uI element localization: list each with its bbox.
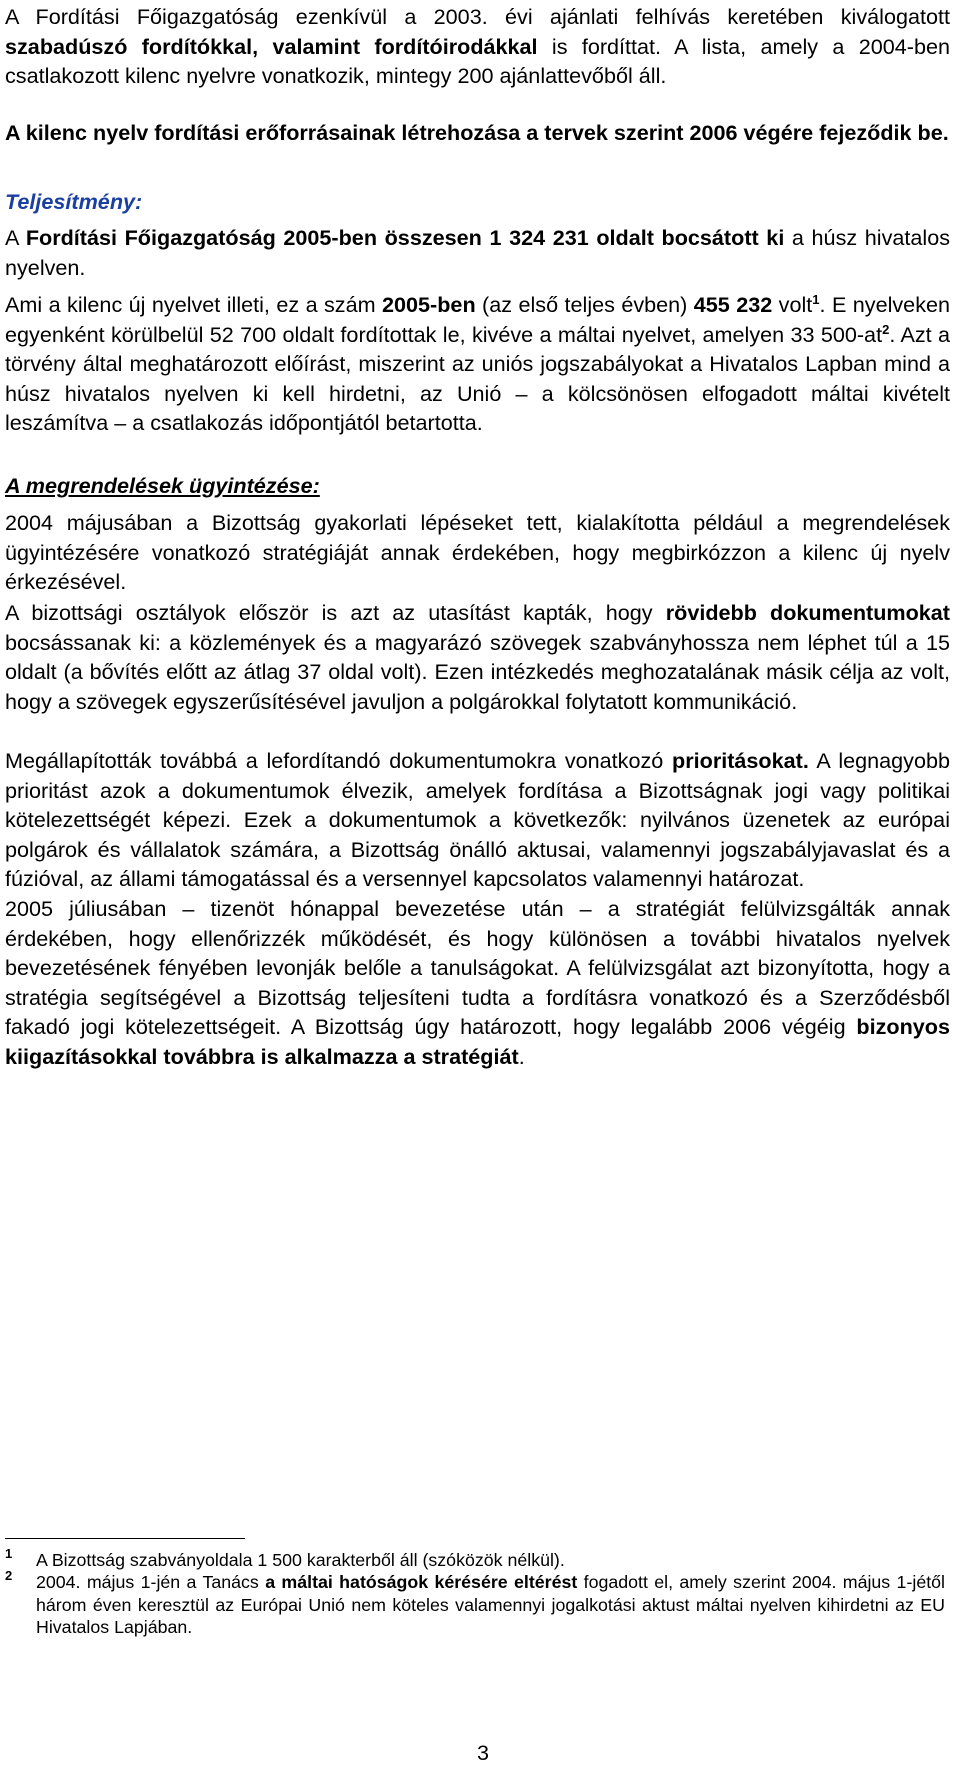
bold-text: szabadúszó fordítókkal, valamint fordítóirodákkal: [5, 33, 538, 59]
text-run: 2004. május 1-jén a Tanács: [36, 1572, 266, 1592]
text-run: A bizottsági osztályok először is azt az utasítást kapták, hogy: [5, 600, 666, 625]
bold-text: bizonyos kiigazításokkal továbbra is alkalmazza a stratégiát: [5, 1014, 950, 1069]
text-run: a húsz hivatalos nyelven.: [5, 225, 950, 280]
footnote-number: 1: [5, 1546, 13, 1561]
paragraph-output: [5, 223, 950, 282]
text-run: . Azt a törvény által meghatározott előírást, miszerint az uniós jogszabályokat a Hivatalos Lapban mind a húsz hivatalos nyelven ki kell hirdetni, az Unió – a kölcsönösen elfogadott máltai kivételt leszámítva – a csatlakozás időpontjától betartotta.: [5, 321, 951, 436]
heading-megrendelesek: A megrendelések ügyintézése:: [5, 473, 320, 498]
paragraph-freelance: [5, 2, 950, 91]
text-run: Megállapították továbbá a lefordítandó dokumentumokra vonatkozó: [5, 748, 673, 773]
text-run: .: [518, 1043, 525, 1069]
footnote-ref-1[interactable]: 1: [812, 291, 820, 307]
text-run: (az első teljes évben): [475, 292, 694, 317]
heading-teljesitmeny: Teljesítmény:: [5, 189, 143, 214]
bold-text: prioritásokat.: [672, 748, 809, 773]
paragraph-strategy: 2004 májusában a Bizottság gyakorlati lépéseket tett, kialakította például a megrendelések ügyintézésére vonatkozó stratégiáját annak érdekében, hogy megbirkózzon a kilenc új nyelv érkezésével.: [5, 510, 950, 595]
footnote-number: 2: [5, 1568, 13, 1583]
text-run: 2005 júliusában – tizenöt hónappal bevezetése után – a stratégiát felülvizsgálták annak érdekében, hogy ellenőrizzék működését, és hogy különösen a további hivatalos nyelvek bevezetésének fényében levonják belőle a tanulságokat. A felülvizsgálat azt bizonyította, hogy a stratégia segítségével a Bizottság teljesíteni tudta a fordításra vonatkozó és a Szerződésből fakadó jogi kötelezettségeit. A Bizottság úgy határozott, hogy legalább 2006 végéig: [5, 896, 950, 1040]
footnote-text: [36, 1571, 945, 1639]
paragraph-review: [5, 894, 950, 1072]
text-run: is fordíttat. A lista, amely a 2004-ben csatlakozott kilenc nyelvre vonatkozik, mintegy 200 ajánlattevőből áll.: [5, 33, 950, 89]
page-number-text: 3: [476, 1740, 489, 1765]
footnote-1: [5, 1546, 945, 1572]
text-run: . E nyelveken egyenként körülbelül 52 700 oldalt fordítottak le, kivéve a máltai nyelvet, amelyen 33 500-at: [5, 292, 951, 347]
paragraph-priorities: [5, 746, 950, 894]
text-run: volt: [772, 292, 813, 317]
bold-text: 2005-ben: [382, 292, 476, 317]
text-run: A: [5, 225, 26, 250]
page-number: [0, 1740, 960, 1766]
paragraph-resources: [5, 118, 949, 148]
text-run: bocsássanak ki: a közlemények és a magyarázó szövegek szabványhossza nem léphet túl a 15 oldalt (a bővítés előtt az átlag 37 oldal volt). Ezen intézkedés meghozatalának másik célja az volt, hogy a szövegek egyszerűsítésével javuljon a polgárokkal folytatott kommunikáció.: [5, 629, 950, 714]
footnote-divider: [5, 1538, 245, 1539]
text-run: A Bizottság szabványoldala 1 500 karakterből áll (szóközök nélkül).: [36, 1550, 565, 1570]
text-run: Ami a kilenc új nyelvet illeti, ez a szám: [5, 292, 383, 317]
footnote-text: [36, 1549, 945, 1572]
footnote-ref-2[interactable]: 2: [882, 321, 890, 337]
text-run: A Fordítási Főigazgatóság ezenkívül a 2003. évi ajánlati felhívás keretében kiválogatott: [5, 4, 950, 29]
text-run: A legnagyobb prioritást azok a dokumentumok élvezik, amelyek fordítása a Bizottságnak jogi vagy politikai kötelezettségét képezi. Ezek a dokumentumok a következők: nyilvános üzenetek az európai polgárok és vállalatok számára, a Bizottság önálló aktusai, valamennyi jogszabályjavaslat és a fúzióval, az állami támogatással és a versennyel kapcsolatos valamennyi határozat.: [5, 748, 950, 892]
footnote-2: [5, 1568, 945, 1639]
bold-text: Fordítási Főigazgatóság 2005-ben összesen 1 324 231 oldalt bocsátott ki: [25, 225, 785, 250]
bold-text: rövidebb dokumentumokat: [665, 600, 951, 625]
text-run: fogadott el, amely szerint 2004. május 1-jétől három éven keresztül az Európai Unió nem köteles valamennyi jogalkotási aktust máltai nyelven kihirdetni az EU Hivatalos Lapjában.: [36, 1572, 945, 1638]
bold-text: 455 232: [693, 292, 773, 317]
bold-text: A kilenc nyelv fordítási erőforrásainak létrehozása a tervek szerint 2006 végére fejeződik be.: [5, 120, 949, 145]
bold-text: a máltai hatóságok kérésére eltérést: [265, 1572, 578, 1592]
paragraph-new-languages: [5, 290, 950, 438]
paragraph-shorter-docs: [5, 598, 950, 716]
